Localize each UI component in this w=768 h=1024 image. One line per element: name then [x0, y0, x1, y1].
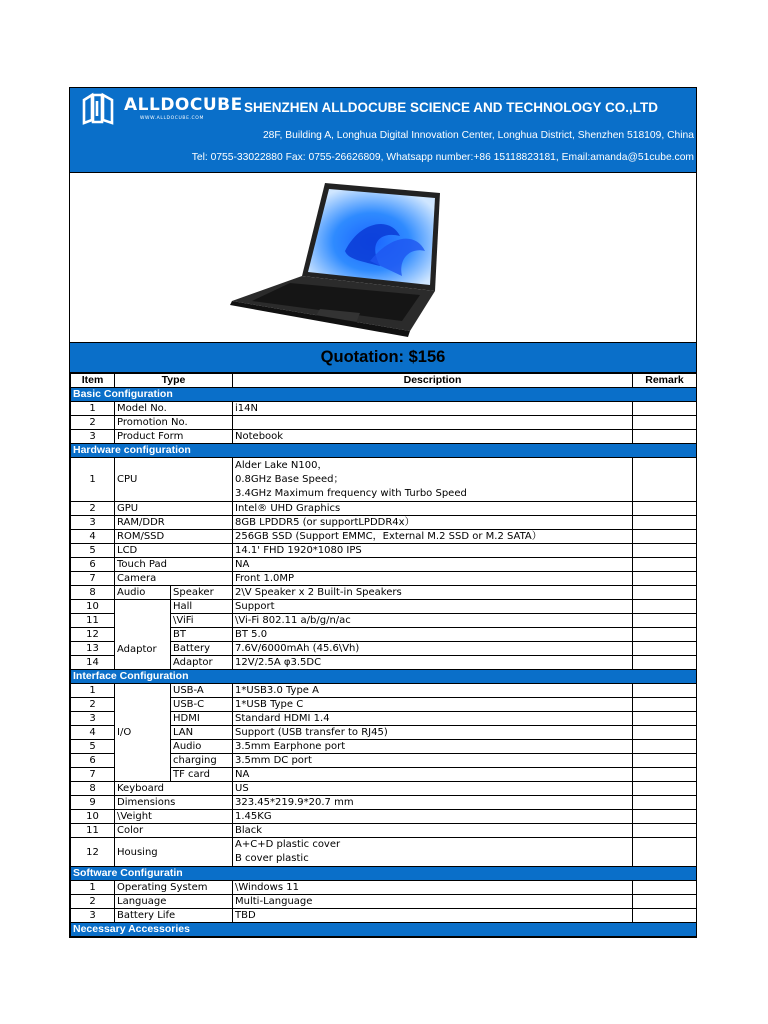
- table-row-housing: 12 Housing A+C+D plastic cover B cover plastic: [71, 838, 697, 867]
- table-row: 5 LCD 14.1' FHD 1920*1080 IPS: [71, 544, 697, 558]
- section-hardware: Hardware configuration: [71, 444, 697, 458]
- table-row: 12 BT BT 5.0: [71, 628, 697, 642]
- spec-table: [70, 373, 697, 937]
- table-row-cpu: 1 CPU Alder Lake N100， 0.8GHz Base Speed； 3.4GHz Maximum frequency with Turbo Speed: [71, 458, 697, 502]
- table-row: 1 Model No. i14N: [71, 402, 697, 416]
- col-item-header: Item: [71, 374, 115, 388]
- housing-line-2: B cover plastic: [235, 853, 309, 864]
- table-row: 7 Camera Front 1.0MP: [71, 572, 697, 586]
- cube-logo-icon: [78, 92, 118, 126]
- housing-line-1: A+C+D plastic cover: [235, 839, 341, 850]
- table-row: 10 \Veight 1.45KG: [71, 810, 697, 824]
- col-description-header: Description: [233, 374, 633, 388]
- table-row: 11 Color Black: [71, 824, 697, 838]
- table-row: 14 Adaptor 12V/2.5A φ3.5DC: [71, 656, 697, 670]
- section-basic: Basic Configuration: [71, 388, 697, 402]
- col-type-header: Type: [115, 374, 233, 388]
- table-row: 7 TF card NA: [71, 768, 697, 782]
- quotation-price: Quotation: $156: [70, 343, 696, 373]
- logo-website: WWW.ALLDOCUBE.COM: [140, 116, 204, 121]
- logo-wordmark: ALLDOCUBE: [124, 95, 243, 115]
- section-software: Software Configuratin: [71, 867, 697, 881]
- table-row: 2 Promotion No.: [71, 416, 697, 430]
- io-group-label: I/O: [115, 684, 171, 782]
- table-row: 4 LAN Support (USB transfer to RJ45): [71, 726, 697, 740]
- table-header-row: [71, 374, 697, 388]
- table-row: 4 ROM/SSD 256GB SSD (Support EMMC，External M.2 SSD or M.2 SATA）: [71, 530, 697, 544]
- table-row: 8 Keyboard US: [71, 782, 697, 796]
- cpu-line-3: 3.4GHz Maximum frequency with Turbo Speed: [235, 488, 467, 499]
- adaptor-group-label: Adaptor: [115, 600, 171, 670]
- table-row: 3 HDMI Standard HDMI 1.4: [71, 712, 697, 726]
- col-remark-header: Remark: [633, 374, 697, 388]
- company-address: 28F, Building A, Longhua Digital Innovation Center, Longhua District, Shenzhen 518109, China: [262, 130, 694, 141]
- section-accessories: Necessary Accessories: [71, 923, 697, 937]
- table-row: 13 Battery 7.6V/6000mAh (45.6\Vh): [71, 642, 697, 656]
- table-row-speaker: 8 Audio Speaker 2\V Speaker x 2 Built-in Speakers: [71, 586, 697, 600]
- table-row: 6 charging 3.5mm DC port: [71, 754, 697, 768]
- quotation-sheet: [69, 87, 697, 938]
- table-row: 1 I/O USB-A 1*USB3.0 Type A: [71, 684, 697, 698]
- table-row: 9 Dimensions 323.45*219.9*20.7 mm: [71, 796, 697, 810]
- table-row: 2 GPU Intel® UHD Graphics: [71, 502, 697, 516]
- company-header: [70, 88, 696, 173]
- cpu-line-1: Alder Lake N100，: [235, 460, 328, 471]
- table-row: 6 Touch Pad NA: [71, 558, 697, 572]
- table-row: 10 Adaptor Hall Support: [71, 600, 697, 614]
- audio-group-label: Audio: [115, 586, 171, 600]
- alldocube-logo: [78, 92, 243, 126]
- table-row: 1 Operating System \Windows 11: [71, 881, 697, 895]
- section-interface: Interface Configuration: [71, 670, 697, 684]
- table-row: 5 Audio 3.5mm Earphone port: [71, 740, 697, 754]
- laptop-image: [230, 181, 450, 341]
- table-row: 2 Language Multi-Language: [71, 895, 697, 909]
- table-row: 3 RAM/DDR 8GB LPDDR5 (or supportLPDDR4x）: [71, 516, 697, 530]
- cpu-line-2: 0.8GHz Base Speed；: [235, 474, 344, 485]
- table-row: 3 Battery Life TBD: [71, 909, 697, 923]
- table-row: 2 USB-C 1*USB Type C: [71, 698, 697, 712]
- product-photo-area: [70, 173, 696, 343]
- company-name: SHENZHEN ALLDOCUBE SCIENCE AND TECHNOLOGY CO.,LTD: [244, 100, 659, 115]
- company-contact: Tel: 0755-33022880 Fax: 0755-26626809, Whatsapp number:+86 15118823181, Email:amanda@51cube.com: [191, 152, 694, 163]
- table-row: 11 \ViFi \Vi-Fi 802.11 a/b/g/n/ac: [71, 614, 697, 628]
- table-row: 3 Product Form Notebook: [71, 430, 697, 444]
